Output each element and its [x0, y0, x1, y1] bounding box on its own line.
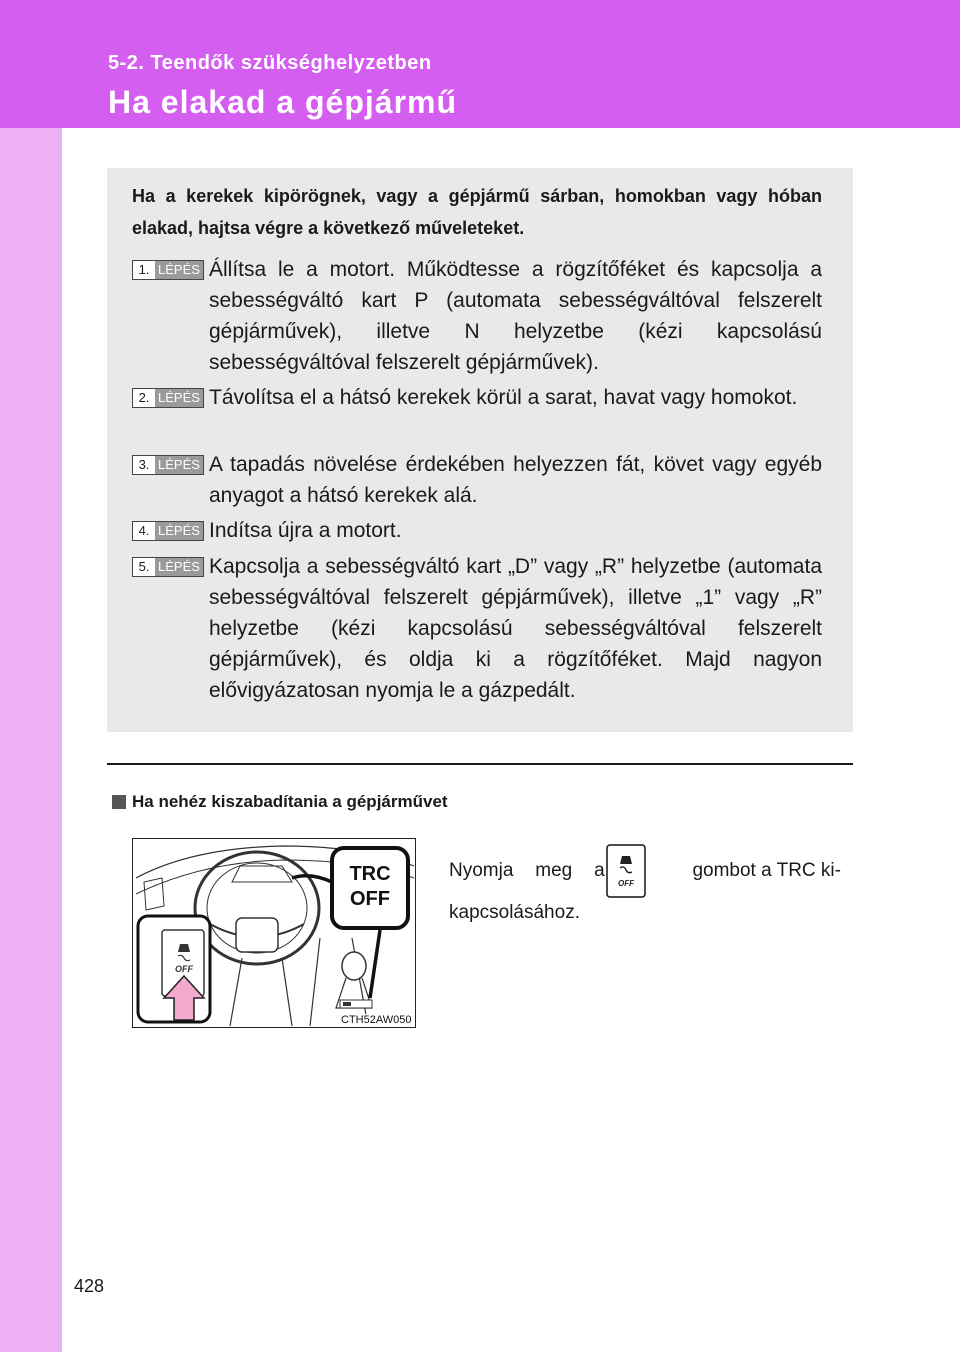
- figure-code: CTH52AW050: [341, 1014, 412, 1026]
- trc-off-button-icon: [606, 844, 646, 898]
- subheading: Ha nehéz kiszabadítania a gépjárművet: [112, 792, 448, 812]
- step-text: A tapadás növelése érdekében helyezzen fát, követ vagy egyéb anyagot a hátsó kerekek alá.: [209, 453, 822, 507]
- button-off-text: OFF: [175, 964, 193, 974]
- step-text: Állítsa le a motort. Működtesse a rögzítőféket és kapcsolja a sebességváltó kart P (automata sebességváltóval felszerelt gépjárművek), illetve N helyzetbe (kézi kapcsolású sebességváltóval felszerelt gépjárművek).: [209, 258, 822, 374]
- callout-trc-text: TRC: [349, 863, 391, 885]
- callout-off-text: OFF: [350, 888, 390, 910]
- dashboard-illustration: [132, 838, 416, 1028]
- step-badge: 3. LÉPÉS: [132, 455, 204, 475]
- svg-text:OFF: OFF: [618, 879, 634, 888]
- step-text: Kapcsolja a sebességváltó kart „D” vagy „R” helyzetbe (automata sebességváltóval felszerelt gépjárművek), illetve „1” vagy „R” helyzetbe (kézi kapcsolású sebességváltóval felszerelt gépjárművek), és oldja ki a rögzítőféket. Majd nagyon elővigyázatosan nyomja le a gázpedált.: [209, 555, 822, 702]
- step-badge: 2. LÉPÉS: [132, 388, 204, 408]
- section-label: 5-2. Teendők szükséghelyzetben: [108, 52, 432, 74]
- step-text: Indítsa újra a motort.: [209, 519, 402, 542]
- section-divider: [107, 763, 853, 765]
- page-title: Ha elakad a gépjármű: [108, 84, 458, 120]
- step-text: Távolítsa el a hátsó kerekek körül a sarat, havat vagy homokot.: [209, 386, 798, 409]
- intro-text: Ha a kerekek kipörögnek, vagy a gépjármű sárban, homokban vagy hóban elakad, hajtsa végre a következő műveleteket.: [132, 186, 822, 238]
- step-badge: 4. LÉPÉS: [132, 521, 204, 541]
- step-badge: 1. LÉPÉS: [132, 260, 204, 280]
- trc-instruction: Nyomja meg a gombot a TRC ki- kapcsolásához.: [449, 860, 841, 923]
- square-bullet-icon: [112, 795, 126, 809]
- page-number: 428: [74, 1276, 105, 1296]
- left-margin-band: [0, 0, 62, 1352]
- step-badge: 5. LÉPÉS: [132, 557, 204, 577]
